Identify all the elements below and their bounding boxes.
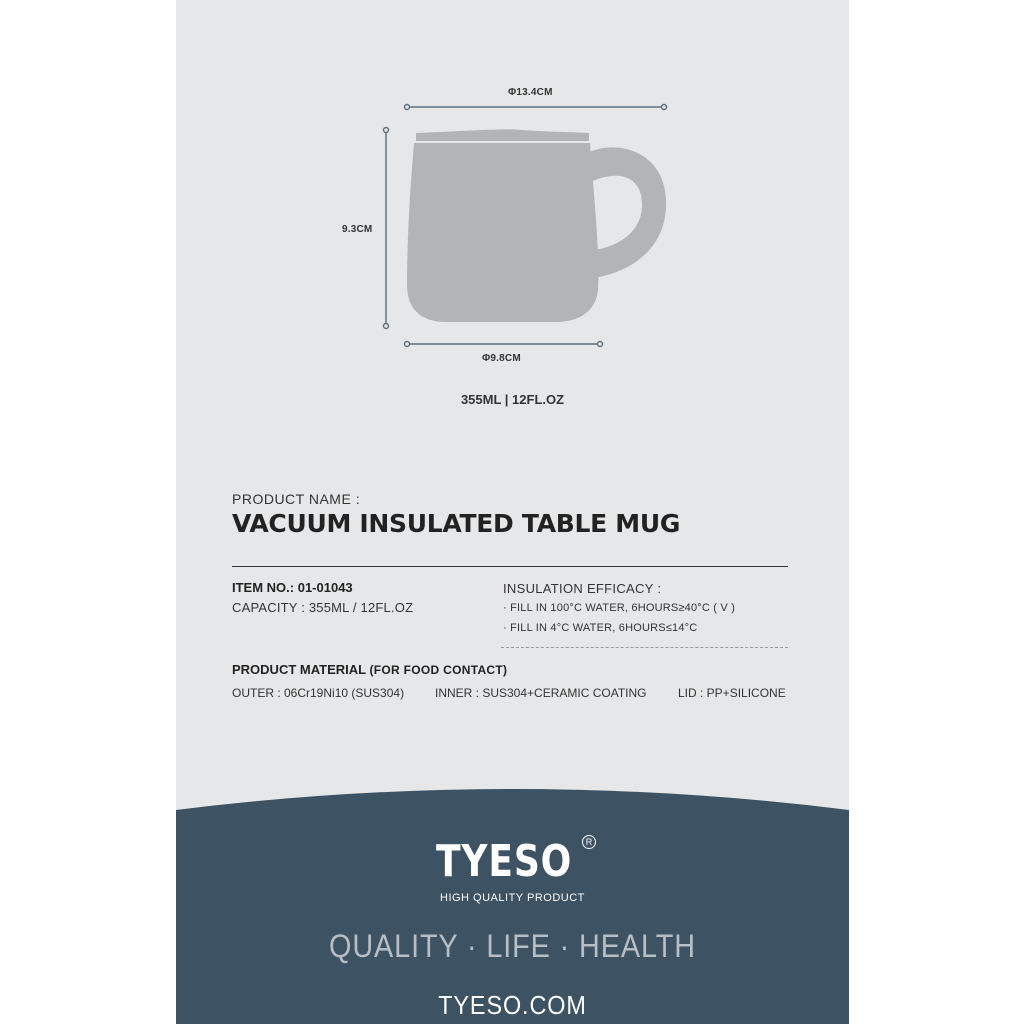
dashed-divider xyxy=(501,647,788,648)
bottom-diameter-label: Φ9.8CM xyxy=(482,353,521,364)
material-subtitle: (FOR FOOD CONTACT) xyxy=(369,663,508,677)
material-inner: INNER : SUS304+CERAMIC COATING xyxy=(435,686,647,700)
top-diameter-line xyxy=(405,105,667,110)
website: TYESO.COM xyxy=(438,990,587,1020)
material-heading xyxy=(232,662,507,677)
registered-mark-icon: R xyxy=(582,835,596,849)
bottom-diameter-line xyxy=(405,342,603,347)
height-line xyxy=(384,128,389,329)
insulation-cold: · FILL IN 4°C WATER, 6HOURS≤14°C xyxy=(503,622,698,634)
mug-dimension-diagram xyxy=(176,0,849,360)
top-diameter-label: Φ13.4CM xyxy=(508,87,553,98)
material-title: PRODUCT MATERIAL xyxy=(232,662,366,677)
brand-logo: TYESO xyxy=(436,836,573,887)
product-name-label: PRODUCT NAME : xyxy=(232,491,361,507)
divider xyxy=(232,566,788,567)
material-outer: OUTER : 06Cr19Ni10 (SUS304) xyxy=(232,686,405,700)
insulation-hot: · FILL IN 100°C WATER, 6HOURS≥40°C ( V ) xyxy=(503,602,736,614)
product-title: VACUUM INSULATED TABLE MUG xyxy=(232,509,681,538)
insulation-label: INSULATION EFFICACY : xyxy=(503,581,662,596)
capacity-spec: CAPACITY : 355ML / 12FL.OZ xyxy=(232,600,414,615)
slogan: QUALITY · LIFE · HEALTH xyxy=(329,928,696,964)
capacity-note: 355ML | 12FL.OZ xyxy=(460,392,565,407)
material-lid: LID : PP+SILICONE xyxy=(678,686,786,700)
height-label: 9.3CM xyxy=(342,224,373,235)
brand-tagline: HIGH QUALITY PRODUCT xyxy=(440,892,585,904)
mug-body xyxy=(407,143,598,322)
mug-lid xyxy=(416,129,589,141)
mug-handle xyxy=(590,147,666,278)
product-info-panel xyxy=(176,0,849,1024)
item-number: ITEM NO.: 01-01043 xyxy=(232,580,353,595)
